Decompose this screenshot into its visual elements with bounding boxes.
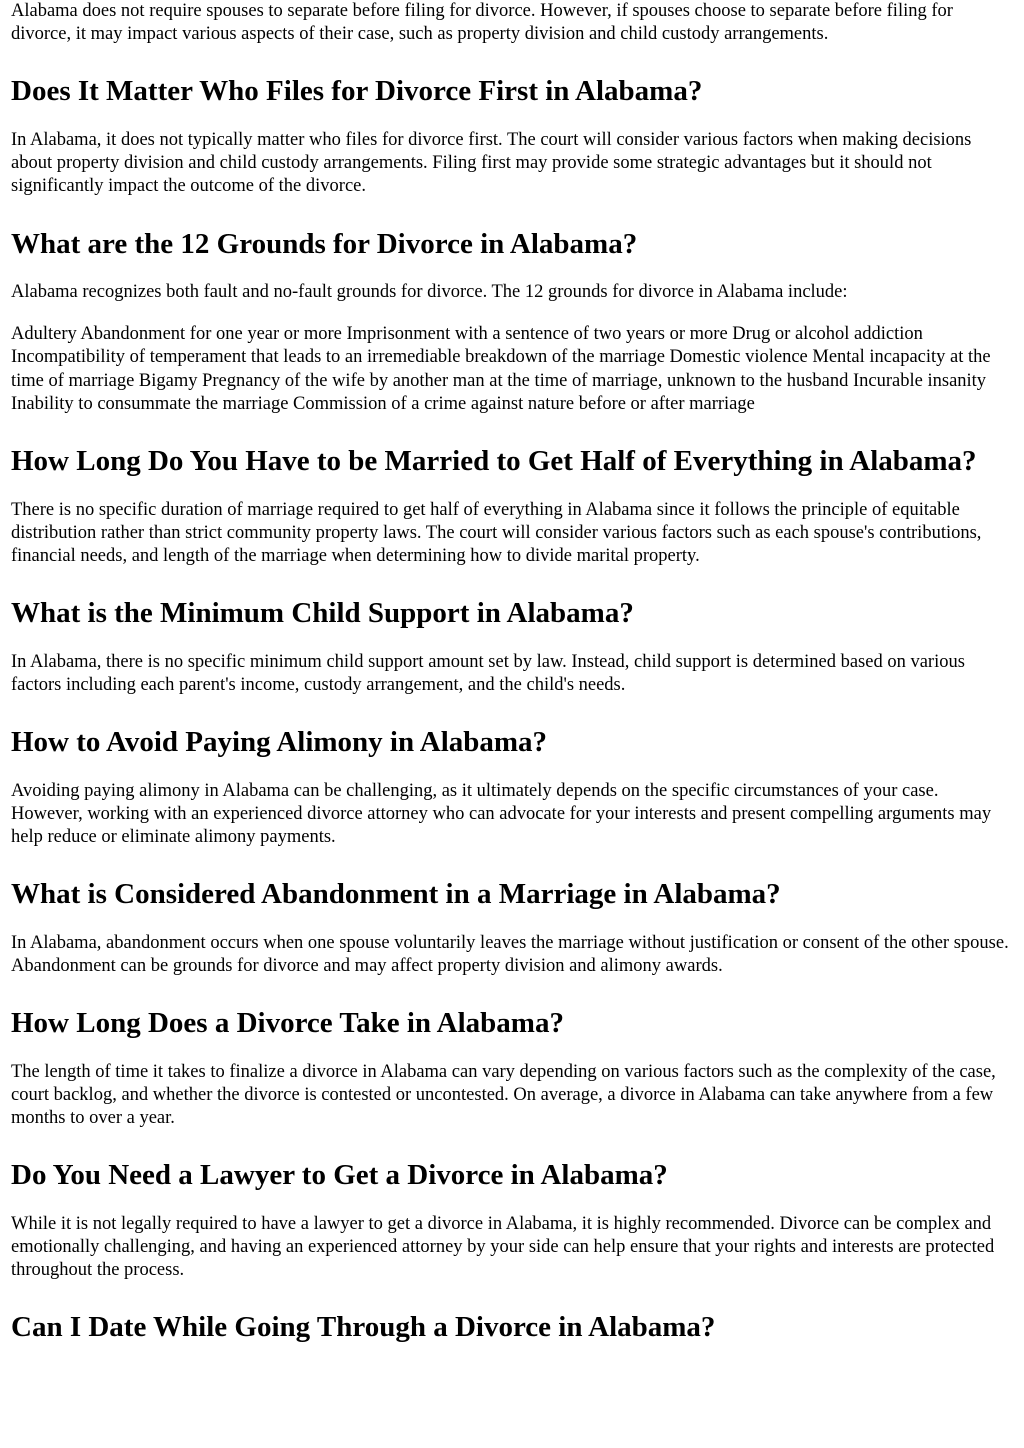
section-paragraph: The length of time it takes to finalize a divorce in Alabama can vary depending on various factors such as the complexity of the case, court backlog, and whether the divorce is contested or uncontested. On average, a divorce in Alabama can take anywhere from a few months to over a year. — [11, 1061, 996, 1128]
section-who-files-first — [11, 74, 1013, 198]
section-paragraph: While it is not legally required to have a lawyer to get a divorce in Alabama, it is highly recommended. Divorce can be complex and emotionally challenging, and having an experienced attorney by your side can help ensure that your rights and interests are protected throughout the process. — [11, 1213, 995, 1281]
section-heading: What is Considered Abandonment in a Marriage in Alabama? — [11, 878, 781, 911]
section-paragraph: Avoiding paying alimony in Alabama can be challenging, as it ultimately depends on the specific circumstances of your case. However, working with an experienced divorce attorney who can advocate for your interests and present compelling arguments may help reduce or eliminate alimony payments. — [11, 780, 992, 847]
section-divorce-duration — [11, 1006, 1013, 1130]
section-need-lawyer — [11, 1158, 1013, 1282]
section-dating-during-divorce — [11, 1310, 1013, 1346]
section-abandonment — [11, 877, 1013, 978]
section-minimum-child-support — [11, 596, 1013, 697]
section-avoid-alimony — [11, 725, 1013, 849]
section-married-half-everything — [11, 444, 1013, 568]
grounds-list-paragraph: Adultery Abandonment for one year or more Imprisonment with a sentence of two years or more Drug or alcohol addiction Incompatibility of temperament that leads to an irremediable breakdown of the marriage Domestic violence Mental incapacity at the time of marriage Bigamy Pregnancy of the wife by another man at the time of marriage, unknown to the husband Incurable insanity Inability to consummate the marriage Commission of a crime against nature before or after marriage — [11, 324, 991, 414]
section-heading: What is the Minimum Child Support in Alabama? — [11, 597, 634, 630]
section-heading: How to Avoid Paying Alimony in Alabama? — [11, 726, 548, 759]
section-heading: What are the 12 Grounds for Divorce in Alabama? — [11, 227, 638, 260]
section-heading: How Long Does a Divorce Take in Alabama? — [11, 1007, 564, 1040]
section-paragraph: In Alabama, it does not typically matter who files for divorce first. The court will consider various factors when making decisions about property division and child custody arrangements. Filing first may provide some strategic advantages but it should not significantly impact the outcome of the divorce. — [11, 129, 972, 197]
section-paragraph: In Alabama, abandonment occurs when one spouse voluntarily leaves the marriage without justification or consent of the other spouse. Abandonment can be grounds for divorce and may affect property division and alimony awards. — [11, 932, 1009, 976]
section-paragraph: Alabama recognizes both fault and no-fault grounds for divorce. The 12 grounds for divorce in Alabama include: — [11, 282, 848, 303]
intro-paragraph: Alabama does not require spouses to separate before filing for divorce. However, if spouses choose to separate before filing for divorce, it may impact various aspects of their case, such as property division and child custody arrangements. — [11, 1, 953, 45]
section-heading: Does It Matter Who Files for Divorce First in Alabama? — [11, 75, 703, 108]
section-paragraph: In Alabama, there is no specific minimum child support amount set by law. Instead, child support is determined based on various factors including each parent's income, custody arrangement, and the child's needs. — [11, 651, 965, 695]
section-heading: Do You Need a Lawyer to Get a Divorce in Alabama? — [11, 1159, 668, 1192]
section-grounds-for-divorce — [11, 227, 1013, 417]
section-heading: How Long Do You Have to be Married to Get Half of Everything in Alabama? — [11, 445, 977, 478]
section-heading: Can I Date While Going Through a Divorce in Alabama? — [11, 1311, 716, 1344]
section-paragraph: There is no specific duration of marriage required to get half of everything in Alabama since it follows the principle of equitable distribution rather than strict community property laws. The court will consider various factors such as each spouse's contributions, financial needs, and length of the marriage when determining how to divide marital property. — [11, 499, 982, 566]
